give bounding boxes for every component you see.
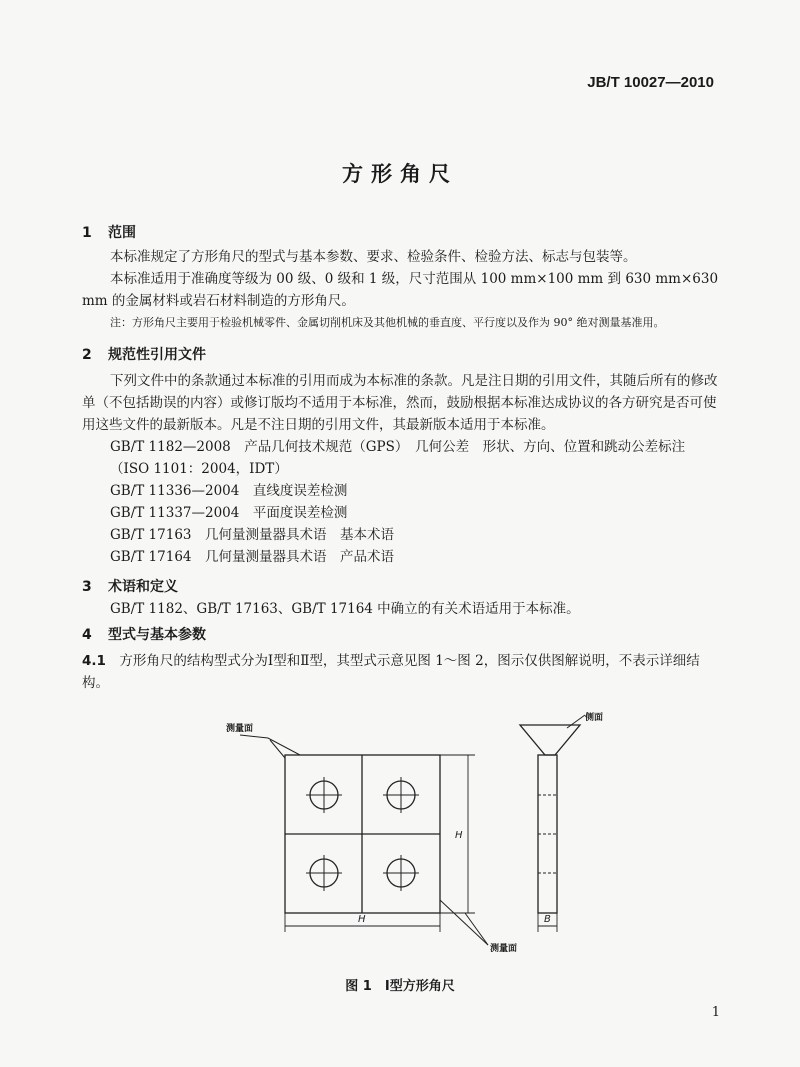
reference-title: 直线度误差检测 [252,483,348,499]
clause-text: 方形角尺的结构型式分为Ⅰ型和Ⅱ型，其型式示意见图 1～图 2，图示仅供图解说明，不表示详细结构。 [82,653,700,691]
document-title: 方形角尺 [342,162,458,186]
section-4-heading [82,624,206,644]
section-3-para-1: GB/T 1182、GB/T 17163、GB/T 17164 中确立的有关术语适用于本标准。 [110,601,580,617]
figure-1-drawing [0,700,800,960]
section-1-heading [82,222,136,242]
label-measuring-face-top: 测量面 [226,724,254,734]
reference-item [110,524,394,546]
leader-line-top [240,735,300,755]
reference-item [110,480,347,502]
reference-code: GB/T 17164 [110,549,192,565]
leader-line-bottom [440,900,488,945]
section-number: 1 [82,225,92,241]
section-title: 术语和定义 [108,579,178,595]
section-number: 2 [82,347,92,363]
section-title: 范围 [108,225,136,241]
section-number: 3 [82,579,92,595]
reference-item [110,502,347,524]
section-number: 4 [82,627,92,643]
figure-caption: 图 1 Ⅰ型方形角尺 [345,979,455,994]
section-title: 规范性引用文件 [108,347,206,363]
label-measuring-face-bottom: 测量面 [490,944,518,954]
label-side-face: 侧面 [585,713,604,723]
section-1-note: 注：方形角尺主要用于检验机械零件、金属切削机床及其他机械的垂直度、平行度以及作为 90° 绝对测量基准用。 [110,316,665,329]
reference-title: 几何量测量器具术语 基本术语 [205,527,394,543]
section-1-para-2: 本标准适用于准确度等级为 00 级、0 级和 1 级，尺寸范围从 100 mm×100 mm 到 630 mm×630 mm 的金属材料或岩石材料制造的方形角尺。 [82,271,719,309]
clause-number: 4.1 [82,653,106,669]
dimension-b: B [544,914,551,925]
reference-item [110,436,722,480]
clause-4-1 [82,650,722,694]
reference-title: 平面度误差检测 [252,505,348,521]
standard-code: JB/T 10027—2010 [587,74,714,91]
side-view-top-trapezoid [520,725,580,755]
reference-item [110,546,394,568]
reference-code: GB/T 17163 [110,527,192,543]
section-2-heading [82,344,206,364]
page-number: 1 [711,1005,720,1020]
reference-code: GB/T 11336—2004 [110,483,240,499]
section-1-para-1: 本标准规定了方形角尺的型式与基本参数、要求、检验条件、检验方法、标志与包装等。 [110,249,637,265]
reference-title: 产品几何技术规范（GPS） 几何公差 形状、方向、位置和跳动公差标注（ISO 1101：2004，IDT） [110,439,686,477]
reference-code: GB/T 11337—2004 [110,505,240,521]
dimension-h-right: H [455,830,463,841]
dimension-h-bottom: H [358,914,366,925]
reference-title: 几何量测量器具术语 产品术语 [205,549,394,565]
section-3-heading [82,576,178,596]
reference-code: GB/T 1182—2008 [110,439,231,455]
section-title: 型式与基本参数 [108,627,206,643]
section-2-para-1: 下列文件中的条款通过本标准的引用而成为本标准的条款。凡是注日期的引用文件，其随后所有的修改单（不包括勘误的内容）或修订版均不适用于本标准，然而，鼓励根据本标准达成协议的各方研究是否可使用这些文件的最新版本。凡是不注日期的引用文件，其最新版本适用于本标准。 [82,373,718,433]
